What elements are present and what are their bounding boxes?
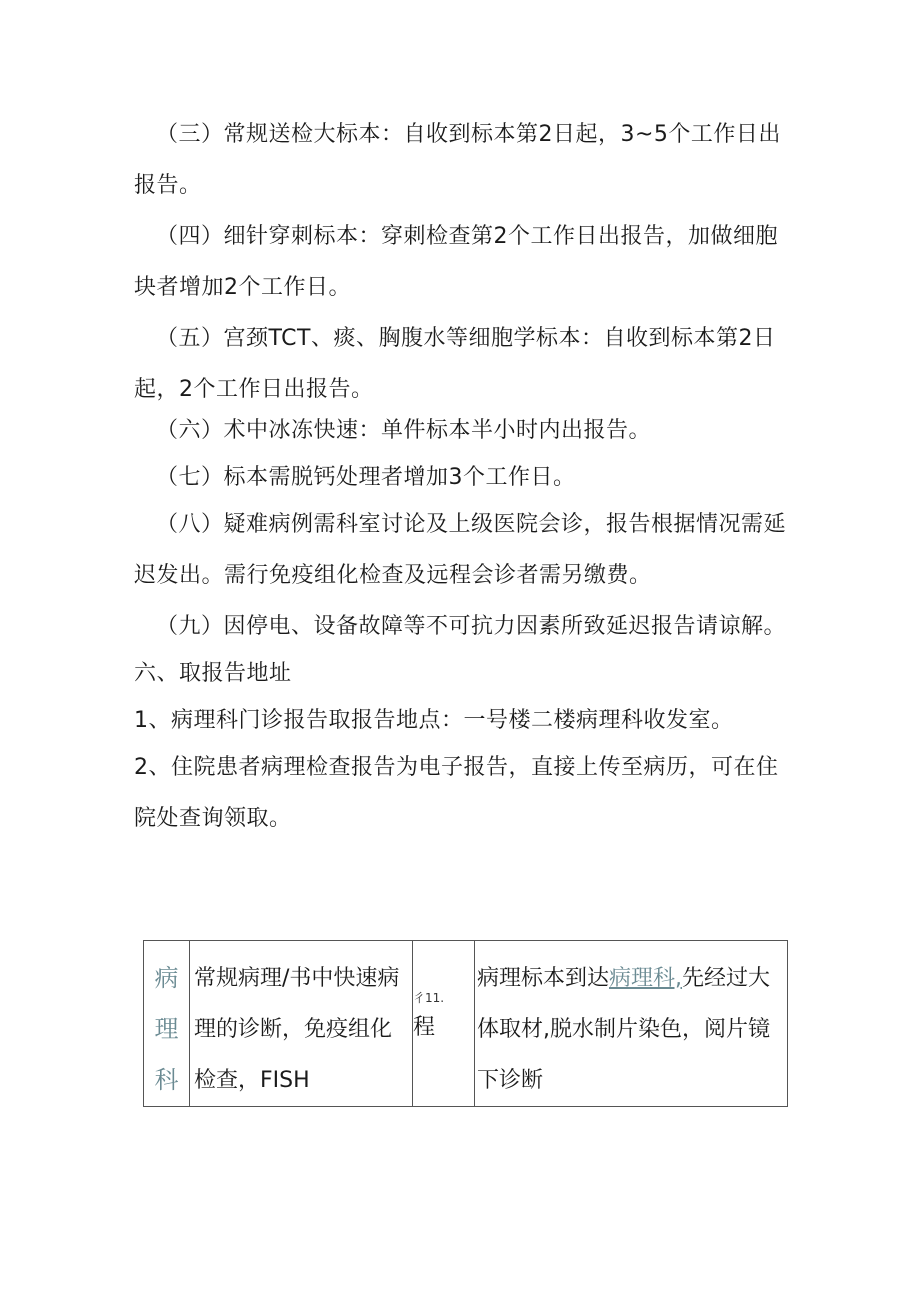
process-suffix: 先经过大体取材,脱水制片染色，阅片镜下诊断 bbox=[477, 966, 771, 1093]
process-mark: 彳11. bbox=[413, 991, 445, 1005]
service-cell bbox=[190, 941, 413, 1107]
dept-char: 科 bbox=[154, 1066, 179, 1094]
process-cell bbox=[475, 941, 788, 1107]
paragraph-force-majeure: （九）因停电、设备故障等不可抗力因素所致延迟报告请谅解。 bbox=[156, 614, 787, 639]
dept-char: 病 bbox=[154, 964, 179, 992]
process-prefix: 病理标本到达 bbox=[477, 966, 610, 991]
process-label: 程 bbox=[413, 1015, 436, 1040]
process-dept-link[interactable]: 病理科, bbox=[609, 966, 683, 991]
dept-char: 理 bbox=[154, 1015, 179, 1043]
paragraph-difficult-cases: （八）疑难病例需科室讨论及上级医院会诊，报告根据情况需延迟发出。需行免疫组化检查及远程会诊者需另缴费。 bbox=[134, 512, 787, 588]
paragraph-fine-needle: （四）细针穿刺标本：穿刺检查第2个工作日出报告，加做细胞块者增加2个工作日。 bbox=[134, 224, 778, 300]
table-row bbox=[144, 941, 788, 1107]
paragraph-routine-specimen: （三）常规送检大标本：自收到标本第2日起，3~5个工作日出报告。 bbox=[134, 122, 781, 198]
paragraph-inpatient-report: 2、住院患者病理检查报告为电子报告，直接上传至病历，可在住院处查询领取。 bbox=[134, 755, 779, 831]
service-text: 常规病理/书中快速病理的诊断，免疫组化检查，FISH bbox=[194, 966, 400, 1093]
paragraph-cytology: （五）宫颈TCT、痰、胸腹水等细胞学标本：自收到标本第2日起，2个工作日出报告。 bbox=[134, 326, 776, 402]
paragraph-frozen-section: （六）术中冰冻快速：单件标本半小时内出报告。 bbox=[156, 418, 652, 443]
process-label-cell bbox=[413, 941, 475, 1107]
pathology-table bbox=[143, 940, 788, 1107]
section-heading-report-address: 六、取报告地址 bbox=[134, 661, 292, 686]
paragraph-decalcification: （七）标本需脱钙处理者增加3个工作日。 bbox=[156, 465, 576, 490]
paragraph-outpatient-pickup: 1、病理科门诊报告取报告地点：一号楼二楼病理科收发室。 bbox=[134, 708, 734, 733]
dept-cell bbox=[144, 941, 190, 1107]
